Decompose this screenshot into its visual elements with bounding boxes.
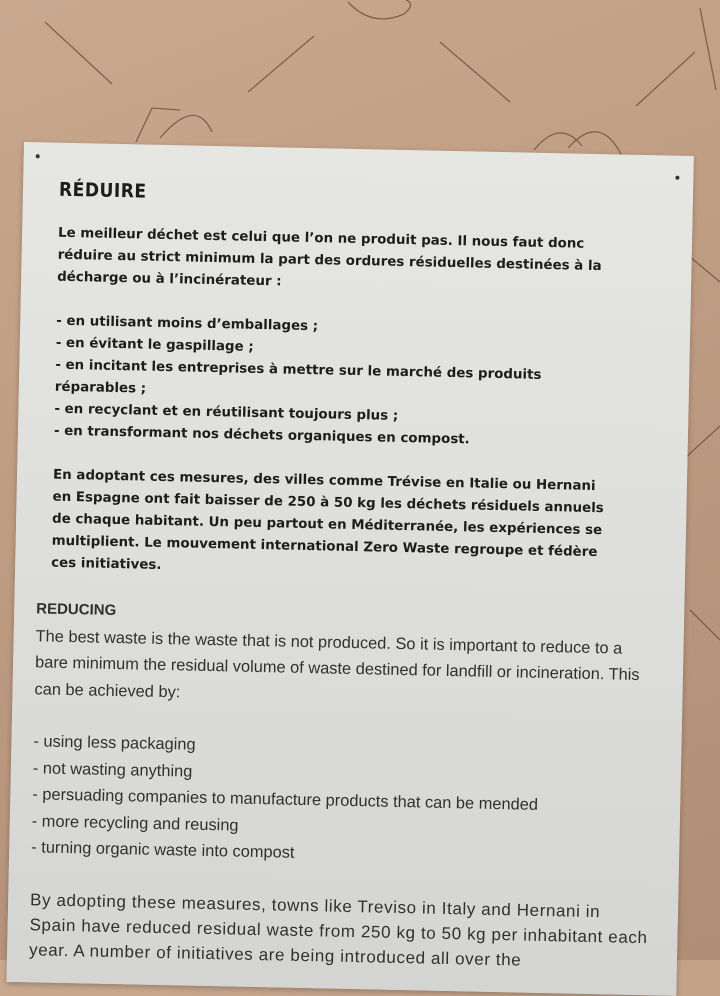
english-list-item: - using less packaging (33, 732, 196, 754)
info-panel (6, 142, 693, 996)
french-list (54, 311, 617, 455)
french-section (51, 179, 619, 587)
french-list-item: - en transformant nos déchets organiques en compost. (53, 423, 470, 448)
french-list-item: - en recyclant et en réutilisant toujours plus ; (54, 401, 399, 424)
french-title: RÉDUIRE (58, 178, 147, 203)
french-outro: En adoptant ces mesures, des villes comme Trévise en Italie ou Hernani en Espagne ont fait baisser de 250 à 50 kg les déchets résiduels annuels de chaque habitant. Un peu partout en Méditerranée, les expériences se multiplient. Le mouvement international Zero Waste regroupe et fédère ces initiatives. (51, 467, 604, 573)
english-list-item: - turning organic waste into compost (31, 838, 295, 862)
pin-icon (675, 176, 679, 180)
french-list-item: - en évitant le gaspillage ; (55, 335, 254, 355)
english-intro: The best waste is the waste that is not produced. So it is important to reduce to a bare minimum the residual volume of waste destined for landfill or incineration. This can be achieved by: (34, 626, 640, 701)
english-list (31, 728, 654, 873)
french-list-item: - en utilisant moins d’emballages ; (56, 313, 319, 335)
pin-icon (36, 154, 40, 158)
english-list-item: - more recycling and reusing (31, 811, 239, 835)
english-section (29, 596, 657, 974)
english-list-item: - not wasting anything (32, 758, 193, 781)
french-list-item: - en incitant les entreprises à mettre sur le marché des produits réparables ; (54, 357, 542, 397)
english-outro: By adopting these measures, towns like Treviso in Italy and Hernani in Spain have reduced residual waste from 250 kg to 50 kg per inhabitant each year. A number of initiatives are being introduced all over the (28, 889, 648, 970)
english-list-item: - persuading companies to manufacture products that can be mended (32, 785, 539, 814)
french-intro: Le meilleur déchet est celui que l’on ne produit pas. Il nous faut donc réduire au strict minimum la part des ordures résiduelles destinées à la décharge ou à l’incinérateur : (57, 225, 602, 290)
english-title: REDUCING (36, 600, 117, 620)
